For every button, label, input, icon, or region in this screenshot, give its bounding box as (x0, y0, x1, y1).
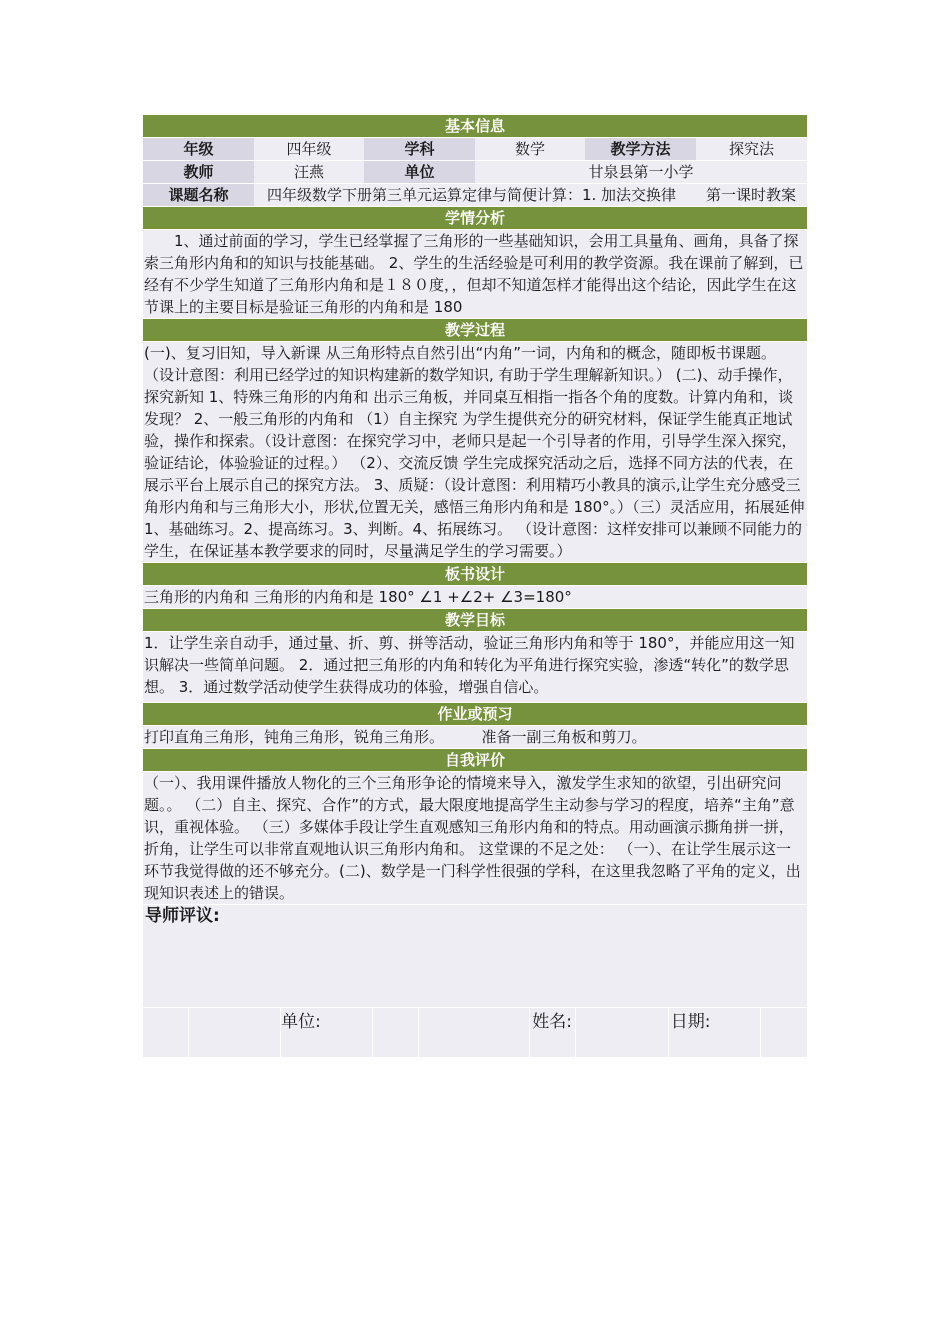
method-label: 教学方法 (585, 138, 696, 160)
signature-row (143, 1007, 807, 1057)
analysis-content (143, 230, 807, 319)
signature-cell-blank (419, 1007, 530, 1057)
board-text: 三角形的内角和 三角形的内角和是 180° ∠1 +∠2+ ∠3=180° (144, 588, 572, 606)
process-content (143, 342, 807, 563)
analysis-text: 1、通过前面的学习，学生已经掌握了三角形的一些基础知识，会用工具量角、画角，具备了探索三角形内角和的知识与技能基础。 2、学生的生活经验是可利用的教学资源。我在课前了解到，已经有不少学生知道了三角形内角和是１８０度，，但却不知道怎样才能得出这个结论，因此学生在这节课上的主要目标是验证三角形的内角和是 180 (144, 232, 804, 316)
signature-date-label: 日期: (669, 1007, 762, 1057)
analysis-header: 学情分析 (143, 207, 807, 230)
signature-cell-blank (143, 1007, 189, 1057)
unit-label: 单位 (364, 161, 475, 183)
homework-content (143, 726, 807, 749)
signature-cell-blank (761, 1007, 807, 1057)
signature-unit-label: 单位: (281, 1007, 372, 1057)
goals-text: 1．让学生亲自动手，通过量、折、剪、拼等活动，验证三角形内角和等于 180°，并能应用这一知识解决一些简单问题。 2．通过把三角形的内角和转化为平角进行探究实验，渗透“转化”的数学思想。 3．通过数学活动使学生获得成功的体验，增强自信心。 (144, 634, 795, 696)
basic-info-header: 基本信息 (143, 115, 807, 138)
topic-value: 四年级数学下册第三单元运算定律与简便计算：1. 加法交换律 第一课时教案 (254, 184, 807, 206)
teacher-value: 汪燕 (254, 161, 364, 183)
topic-label: 课题名称 (143, 184, 254, 206)
method-value: 探究法 (696, 138, 807, 160)
basic-row-1 (143, 138, 807, 161)
process-header: 教学过程 (143, 319, 807, 342)
signature-cell-blank (373, 1007, 420, 1057)
signature-cell-blank (189, 1007, 281, 1057)
basic-row-2 (143, 161, 807, 184)
grade-value: 四年级 (254, 138, 364, 160)
tutor-comment-title: 导师评议: (145, 906, 220, 926)
board-content (143, 586, 807, 609)
self-eval-text: （一）、我用课件播放人物化的三个三角形争论的情境来导入，激发学生求知的欲望，引出研究问题。。 （二）自主、探究、合作”的方式，最大限度地提高学生主动参与学习的程度，培养“主角”意识，重视体验。 （三）多媒体手段让学生直观感知三角形内角和的特点。用动画演示撕角拼一拼，折角，让学生可以非常直观地认识三角形内角和。 这堂课的不足之处： （一）、在让学生展示这一环节我觉得做的还不够充分。(二)、数学是一门科学性很强的学科，在这里我忽略了平角的定义，出现知识表述上的错误。 (144, 774, 801, 902)
process-text: (一)、复习旧知，导入新课 从三角形特点自然引出“内角”一词，内角和的概念，随即板书课题。 （设计意图：利用已经学过的知识构建新的数学知识, 有助于学生理解新知识。） (二)、动手操作，探究新知 1、特殊三角形的内角和 出示三角板，并同桌互相指一指各个角的度数。计算内角和，谈发现？ 2、一般三角形的内角和 （1）自主探究 为学生提供充分的研究材料，保证学生能真正地试验，操作和探索。（设计意图：在探究学习中，老师只是起一个引导者的作用，引导学生深入探究，验证结论，体验验证的过程。） （2）、交流反馈 学生完成探究活动之后，选择不同方法的代表，在展示平台上展示自己的探究方法。 3、质疑：（设计意图：利用精巧小教具的演示,让学生充分感受三角形内角和与三角形大小，形状,位置无关，感悟三角形内角和是 180°。）（三）灵活应用，拓展延伸 1、基础练习。2、提高练习。3、判断。4、拓展练习。 （设计意图：这样安排可以兼顾不同能力的学生，在保证基本教学要求的同时，尽量满足学生的学习需要。） (144, 344, 805, 560)
signature-cell-blank (576, 1007, 668, 1057)
teacher-label: 教师 (143, 161, 254, 183)
signature-name-label: 姓名: (530, 1007, 576, 1057)
lesson-plan-table (143, 115, 807, 1057)
self-eval-header: 自我评价 (143, 749, 807, 772)
basic-row-3 (143, 184, 807, 207)
board-header: 板书设计 (143, 563, 807, 586)
subject-value: 数学 (475, 138, 585, 160)
homework-text: 打印直角三角形，钝角三角形，锐角三角形。 准备一副三角板和剪刀。 (144, 728, 647, 746)
goals-content (143, 632, 807, 703)
goals-header: 教学目标 (143, 609, 807, 632)
tutor-comment-area (143, 905, 807, 1007)
self-eval-content (143, 772, 807, 905)
homework-header: 作业或预习 (143, 703, 807, 726)
unit-value: 甘泉县第一小学 (475, 161, 807, 183)
subject-label: 学科 (364, 138, 475, 160)
grade-label: 年级 (143, 138, 254, 160)
